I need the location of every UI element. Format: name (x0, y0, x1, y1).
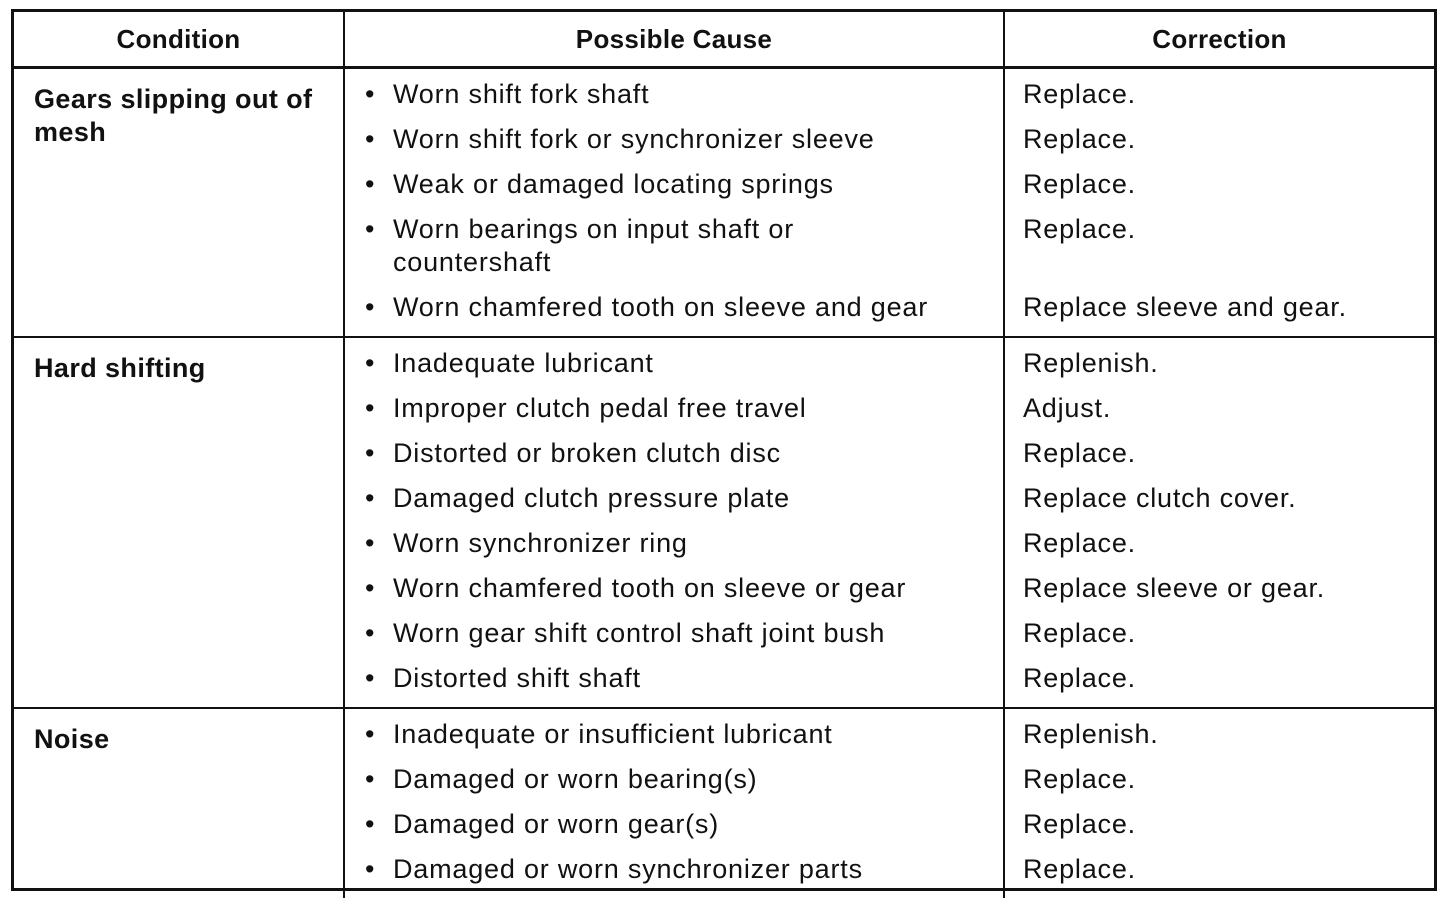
cause-item: • Worn chamfered tooth on sleeve or gear (345, 572, 1003, 605)
cause-item: • Inadequate or insufficient lubricant (345, 718, 1003, 751)
correction-cell (1004, 708, 1434, 898)
header-row (14, 12, 1434, 68)
correction-item: Replace. (1023, 809, 1136, 839)
cause-list (345, 709, 1003, 886)
cause-item: • Inadequate lubricant (345, 347, 1003, 380)
correction-item: Replace. (1023, 663, 1136, 693)
cause-item: • Damaged or worn synchronizer parts (345, 853, 1003, 886)
correction-cell (1004, 68, 1434, 338)
correction-list (1005, 338, 1434, 695)
table-row-hard-shifting (14, 337, 1434, 708)
condition-cell: Noise (14, 708, 344, 898)
correction-item: Replace. (1023, 764, 1136, 794)
cause-item: • Improper clutch pedal free travel (345, 392, 1003, 425)
correction-item: Replace sleeve or gear. (1023, 573, 1326, 603)
cause-item: • Worn shift fork or synchronizer sleeve (345, 123, 1003, 156)
troubleshooting-table (11, 9, 1437, 891)
cause-item: • Damaged or worn bearing(s) (345, 763, 1003, 796)
cause-item: • Weak or damaged locating springs (345, 168, 1003, 201)
cause-item: • Worn gear shift control shaft joint bush (345, 617, 1003, 650)
possible-cause-cell (344, 68, 1004, 338)
correction-item: Replenish. (1023, 719, 1159, 749)
correction-item: Replenish. (1023, 348, 1159, 378)
header-correction: Correction (1004, 12, 1434, 68)
correction-item: Replace. (1023, 124, 1136, 154)
correction-item: Replace. (1023, 214, 1136, 244)
correction-list (1005, 709, 1434, 886)
condition-cell: Hard shifting (14, 337, 344, 708)
possible-cause-cell (344, 708, 1004, 898)
cause-item: • Damaged or worn gear(s) (345, 808, 1003, 841)
cause-item: • Worn synchronizer ring (345, 527, 1003, 560)
cause-list (345, 69, 1003, 324)
cause-item: • Distorted shift shaft (345, 662, 1003, 695)
correction-item: Replace sleeve and gear. (1023, 292, 1347, 322)
correction-item: Adjust. (1023, 393, 1112, 423)
cause-item: • Worn bearings on input shaft or countershaft (345, 213, 953, 279)
cause-item: • Distorted or broken clutch disc (345, 437, 1003, 470)
correction-item: Replace. (1023, 854, 1136, 884)
header-possible-cause: Possible Cause (344, 12, 1004, 68)
troubleshooting-table-grid (14, 12, 1434, 898)
correction-item: Replace. (1023, 438, 1136, 468)
header-condition: Condition (14, 12, 344, 68)
cause-list (345, 338, 1003, 695)
correction-item: Replace. (1023, 79, 1136, 109)
condition-cell: Gears slipping out of mesh (34, 84, 313, 147)
table-row-noise (14, 708, 1434, 898)
correction-item: Replace. (1023, 169, 1136, 199)
cause-item: • Worn shift fork shaft (345, 78, 1003, 111)
table-row-gears-slipping-out-of-mesh (14, 68, 1434, 338)
cause-item: • Worn chamfered tooth on sleeve and gear (345, 291, 1003, 324)
correction-item: Replace clutch cover. (1023, 483, 1297, 513)
correction-cell (1004, 337, 1434, 708)
correction-item: Replace. (1023, 618, 1136, 648)
possible-cause-cell (344, 337, 1004, 708)
cause-item: • Damaged clutch pressure plate (345, 482, 1003, 515)
correction-item: Replace. (1023, 528, 1136, 558)
correction-list (1005, 69, 1434, 324)
